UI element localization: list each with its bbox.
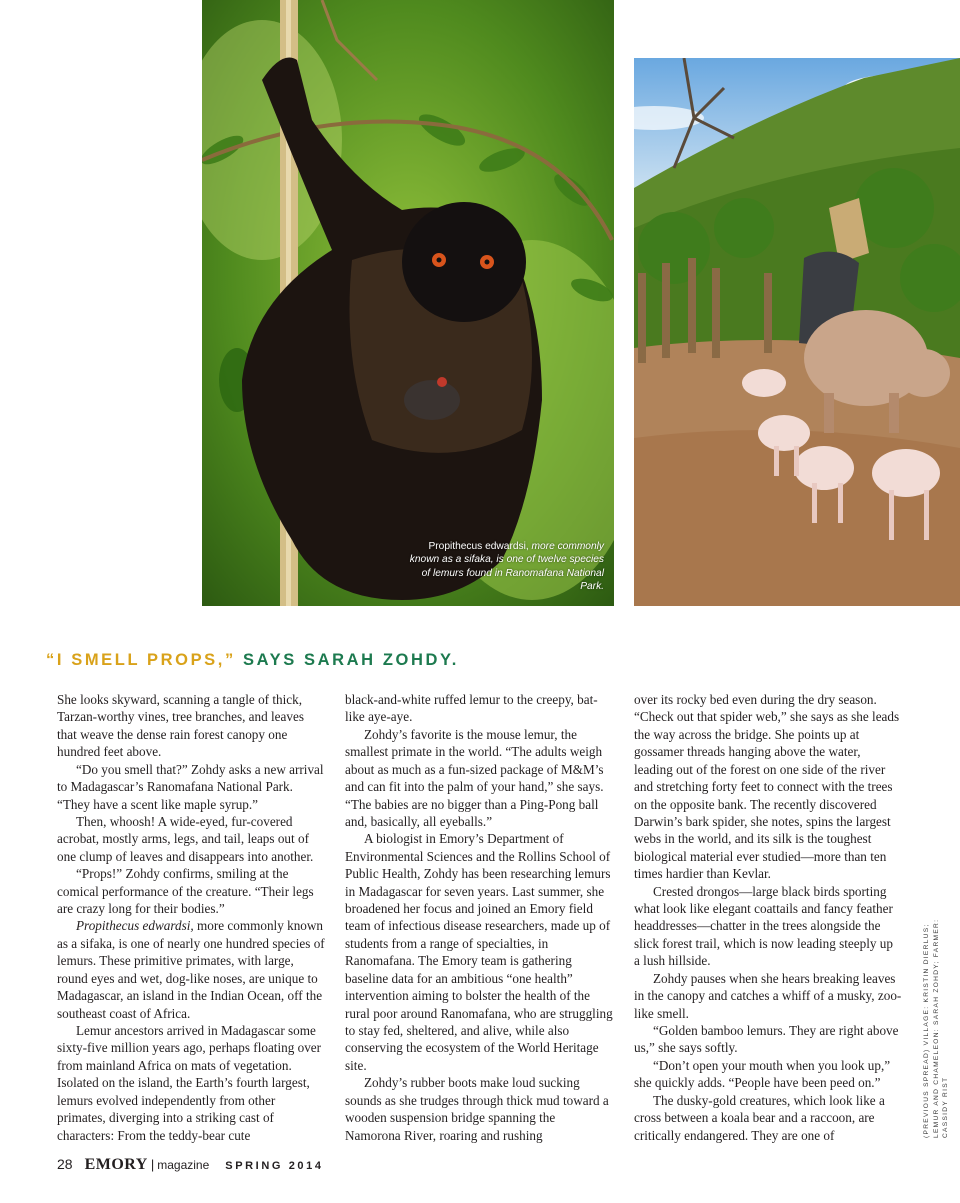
paragraph: “Props!” Zohdy confirms, smiling at the comical performance of the creature. “Their legs are crazy long for their bodies.” <box>57 866 314 917</box>
paragraph: A biologist in Emory’s Department of Environmental Sciences and the Rollins School of Public Health, Zohdy has been researching lemurs in Madagascar for seven years. Last summer, she broadened her focus and joined an Emory field team of infectious disease researchers, made up of students from a range of specialties, in Ranomafana. The Emory team is gathering baseline data for an ambitious “one health” intervention aiming to bolster the health of the rural poor around Ranomafana, who are struggling to stay fed, sheltered, and alive, while also conserving the ecosystem of the World Heritage site. <box>345 831 613 1073</box>
species-name: Propithecus edwardsi, <box>76 918 194 934</box>
paragraph: Crested drongos—large black birds sporting what look like elegant coattails and fancy feather headdresses—chatter in the trees alongside the slick forest trail, which is now leading steeply up a lush hillside. <box>634 883 893 969</box>
lemur-photo <box>202 0 614 606</box>
paragraph: Zohdy pauses when she hears breaking leaves in the canopy and catches a whiff of a musky, zoo-like smell. <box>634 970 902 1021</box>
paragraph: “Golden bamboo lemurs. They are right above us,” she says softly. <box>634 1023 899 1056</box>
paragraph: “Don’t open your mouth when you look up,” she quickly adds. “People have been peed on.” <box>634 1057 891 1091</box>
page-footer <box>57 1156 324 1176</box>
paragraph: black-and-white ruffed lemur to the creepy, bat-like aye-aye. <box>345 692 598 725</box>
text-column-3 <box>634 691 902 1144</box>
paragraph: Then, whoosh! A wide-eyed, fur-covered acrobat, mostly arms, legs, and tail, leaps out of one clump of leaves and disappears into another. <box>57 813 314 864</box>
caption-species-name: Propithecus edwardsi, <box>428 540 529 552</box>
text-column-2 <box>345 691 613 1144</box>
paragraph: Zohdy’s favorite is the mouse lemur, the smallest primate in the world. “The adults weigh about as much as a fun-sized package of M&M’s and can fit into the palm of your hand,” she says. “The babies are no bigger than a Ping-Pong ball and, basically, all eyeballs.” <box>345 726 604 829</box>
footer-separator: | <box>150 1157 155 1172</box>
photo-credit: (PREVIOUS SPREAD) VILLAGE: KRISTIN DIERLUS; LEMUR AND CHAMELEON: SARAH ZOHDY; FARMER: CASSIDY RIST <box>923 918 950 1138</box>
text-column-1 <box>57 691 325 1144</box>
photo-caption <box>404 540 604 594</box>
village-photo <box>634 58 960 606</box>
paragraph: Zohdy’s rubber boots make loud sucking sounds as she trudges through thick mud toward a wooden suspension bridge spanning the Namorona River, roaring and rushing <box>345 1075 609 1143</box>
caption-text: more commonly known as a sifaka, is one of twelve species of lemurs found in Ranomafana National Park. <box>409 540 604 593</box>
paragraph: She looks skyward, scanning a tangle of thick, Tarzan-worthy vines, tree branches, and leaves that weave the dense rain forest canopy one hundred feet above. <box>57 692 304 760</box>
page-number: 28 <box>57 1156 73 1172</box>
paragraph: Lemur ancestors arrived in Madagascar some sixty-five million years ago, perhaps floating over from mainland Africa on mats of vegetation. Isolated on the island, the Earth’s fourth largest, lemurs evolved independently from other primates, diverging into a striking cast of characters: From the teddy-bear cute <box>57 1023 322 1143</box>
issue-date: SPRING 2014 <box>225 1160 324 1172</box>
paragraph: “Do you smell that?” Zohdy asks a new arrival to Madagascar’s Ranomafana National Park. “They have a scent like maple syrup.” <box>57 761 324 812</box>
paragraph: The dusky-gold creatures, which look like a cross between a koala bear and a raccoon, are critically endangered. They are one of <box>634 1092 885 1143</box>
paragraph-text: more commonly known as a sifaka, is one of nearly one hundred species of lemurs. These primitive primates, with large, round eyes and wet, dog-like noses, are unique to Madagascar, an island in the Indian Ocean, off the southeast coast of Africa. <box>57 918 325 1021</box>
headline-attribution: SAYS SARAH ZOHDY. <box>235 651 459 669</box>
magazine-logo: EMORY <box>84 1156 148 1173</box>
paragraph <box>57 917 325 1022</box>
paragraph: over its rocky bed even during the dry season. “Check out that spider web,” she says as she leads the way across the bridge. She points up at gossamer threads hanging above the water, leading out of the forest on one side of the river and stretching forty feet to connect with the trees on the opposite bank. The recently discovered Darwin’s bark spider, she notes, spins the largest webs in the world, and its silk is the toughest biological material ever studied—more than ten times hardier than Kevlar. <box>634 692 900 882</box>
headline-quote: “I SMELL PROPS,” <box>46 651 236 669</box>
section-headline <box>46 651 459 670</box>
magazine-label: magazine <box>157 1158 210 1172</box>
